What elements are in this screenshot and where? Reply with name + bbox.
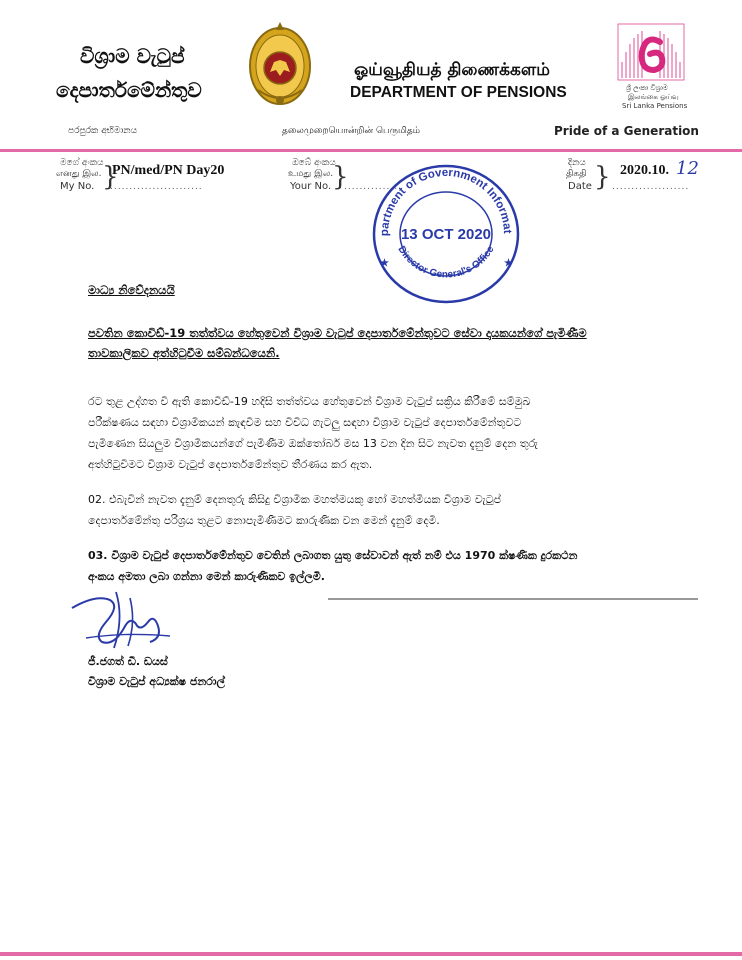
footer-divider [0, 952, 742, 956]
signature-icon [66, 588, 176, 652]
date-label-si: දිනය [568, 158, 586, 168]
your-no-label-ta: உமது இல. [288, 169, 334, 179]
date-label-ta: திகதி [566, 169, 587, 179]
paragraph-1-line3: පැමිණෙන සියලුම විශ්‍රාමිකයන්ගේ පැමිණීම ඔක්තෝබර් මස 13 වන දින සිට නැවත දැනුම් දෙන තුරු [88, 437, 538, 450]
dept-name-sinhala-line2: දෙපාර්තමේන්තුව [56, 78, 202, 102]
paragraph-3-line1: 03. විශ්‍රාම වැටුප් දෙපාර්තමේන්තුව වෙතින් ලබාගත යුතු සේවාවන් ඇත් නම් එය 1970 ක්ෂණික දුරකථන [88, 549, 578, 562]
paragraph-3-line2: අංකය අමතා ලබා ගන්නා මෙන් කාරුණිකව ඉල්ලමි. [88, 570, 325, 583]
paragraph-2-line2: දෙපාර්තමේන්තු පරිශ්‍රය තුළට නොපැමිණීමට කාරුණික වන මෙන් දැනුම් දෙමි. [88, 514, 440, 527]
svg-text:★: ★ [504, 258, 513, 269]
signatory-title: විශ්‍රාම වැටුප් අධ්‍යක්ෂ ජනරාල් [88, 675, 225, 688]
motto-english: Pride of a Generation [554, 124, 699, 138]
your-no-label-si: ඔබේ අංකය [292, 158, 336, 168]
my-no-brace: } [102, 162, 119, 192]
your-no-label-en: Your No. [290, 181, 332, 192]
svg-text:★: ★ [380, 258, 389, 269]
dept-name-sinhala-line1: විශ්‍රාම වැටුප් [80, 44, 185, 68]
motto-tamil: தலைமுறையொன்றின் பெருமிதம் [282, 126, 420, 136]
paragraph-1-line4: අත්හිටුවීමට විශ්‍රාම වැටුප් දෙපාර්තමේන්තුව තීරණය කර ඇත. [88, 458, 373, 471]
signatory-name: ජී.ජගත් ඩී. ඩයස් [88, 655, 168, 668]
my-no-dots: ........................ [110, 182, 203, 192]
date-dots: .................... [612, 182, 690, 192]
paragraph-1-line2: පරීක්ෂණය සඳහා විශ්‍රාමිකයන් කැඳවීම සහ විවිධ ගැටලු සඳහා විශ්‍රාම වැටුප් දෙපාර්තමේන්තුවට [88, 416, 522, 429]
my-no-label-en: My No. [60, 181, 95, 192]
dept-name-tamil: ஓய்வூதியத் திணைக்களம் [354, 60, 550, 80]
received-stamp [366, 156, 526, 306]
my-no-label-ta: எனது இல. [56, 169, 102, 179]
date-handwritten: 12 [676, 158, 699, 179]
logo-caption-line3: Sri Lanka Pensions [622, 102, 688, 110]
svg-text:Director General's Office [395, 244, 496, 280]
stamp-bottom-text: Director General's Office [395, 244, 497, 281]
dept-name-english: DEPARTMENT OF PENSIONS [350, 84, 567, 101]
header-divider-top [0, 149, 742, 152]
notice-title: මාධ්‍ය නිවේදනයයි [88, 283, 175, 297]
paragraph-2-line1: 02. එබැවින් නැවත දැනුම් දෙනතුරු කිසිදු විශ්‍රාමික මහත්මයකු හෝ මහත්මියක විශ්‍රාම වැටුප් [88, 493, 502, 506]
your-no-dots: ............... [344, 182, 402, 192]
logo-caption-line1: ශ්‍රී ලංකා විශ්‍රාම [626, 84, 668, 92]
paragraph-1-line1: රට තුළ උද්ගත වී ඇති කොවිඩ්-19 හදිසි තත්ත්වය හේතුවෙන් විශ්‍රාම වැටුප් සක්‍රිය කිරීමේ සම්මුඛ [88, 395, 531, 408]
stamp-top-text: partment of Government Informat [378, 166, 514, 237]
my-no-label-si: මගේ අංකය [60, 158, 104, 168]
date-label-en: Date [568, 181, 592, 192]
date-brace: } [594, 162, 611, 192]
scan-line-artifact [328, 598, 698, 600]
sri-lanka-pensions-logo [616, 22, 686, 82]
logo-caption-line2: இலங்கை ஓய்வு [628, 93, 679, 101]
your-no-brace: } [332, 162, 349, 192]
motto-sinhala: පරපුරක අභිමානය [68, 126, 138, 136]
date-value: 2020.10. [620, 163, 669, 178]
subject-line2: තාවකාලිකව අත්හිටුවීම සම්බන්ධයෙනි. [88, 346, 280, 360]
subject-line1: පවතින කොවිඩ්-19 තත්ත්වය හේතුවෙන් විශ්‍රාම වැටුප් දෙපාර්තමේන්තුවට සේවා දායකයන්ගේ පැමිණීම [88, 326, 587, 340]
my-no-value: PN/med/PN Day20 [112, 163, 225, 178]
national-emblem-icon [246, 20, 314, 108]
stamp-date: 13 OCT 2020 [400, 226, 492, 243]
